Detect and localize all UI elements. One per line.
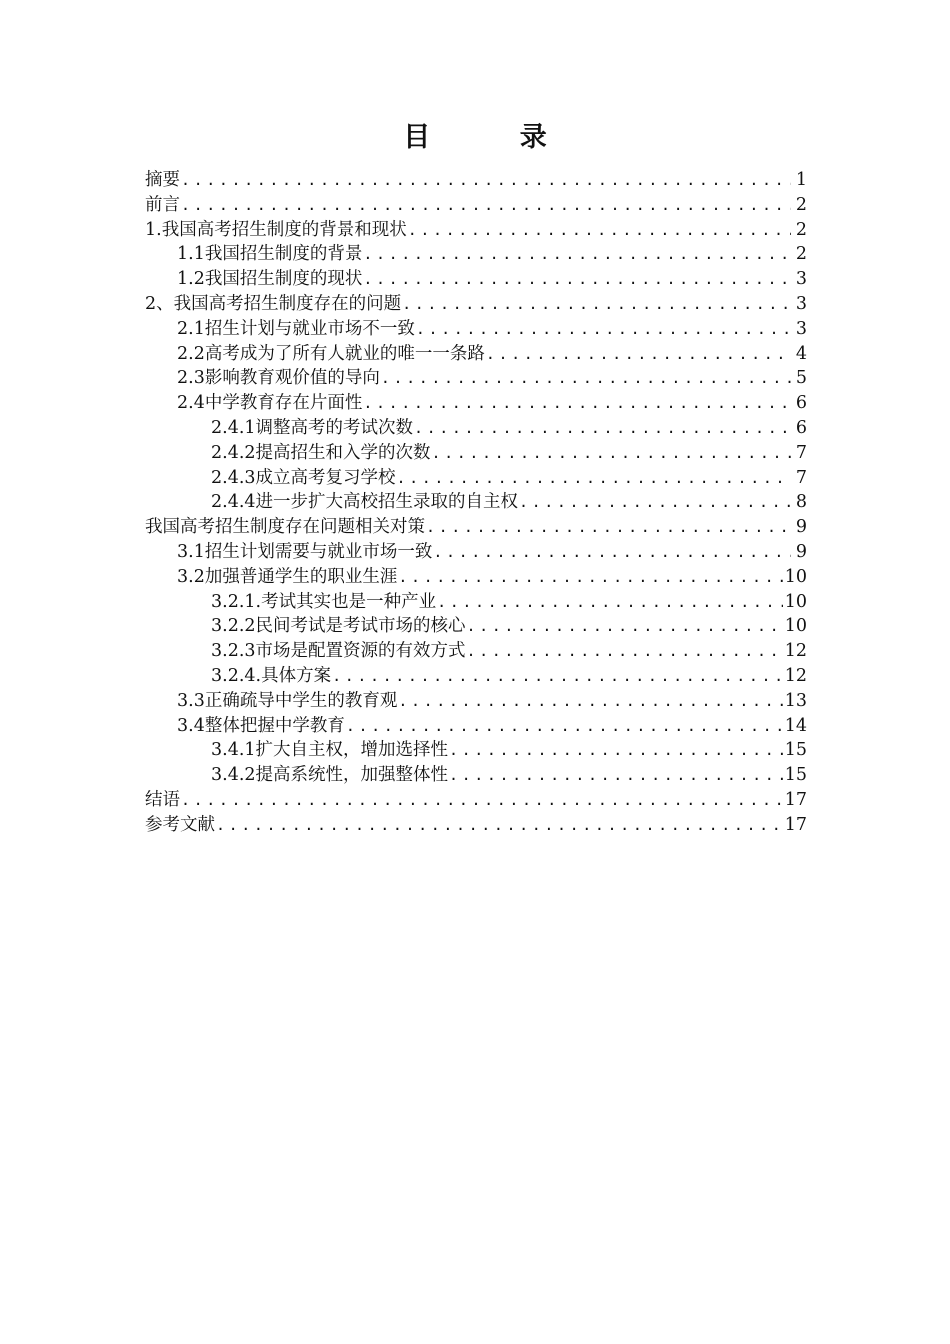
toc-entry-title: 前言 bbox=[145, 194, 180, 215]
toc-entry[interactable] bbox=[145, 689, 807, 714]
toc-entry[interactable] bbox=[145, 639, 807, 664]
toc-page-number: 6 bbox=[795, 417, 807, 438]
toc-entry[interactable] bbox=[145, 590, 807, 615]
toc-entry-title: 3.4.1扩大自主权，增加选择性 bbox=[211, 740, 449, 761]
toc-dot-leader bbox=[180, 168, 791, 193]
toc-page-number: 6 bbox=[795, 393, 807, 414]
toc-entry[interactable] bbox=[145, 242, 807, 267]
toc-entry[interactable] bbox=[145, 466, 807, 491]
toc-dot-leader bbox=[362, 391, 791, 416]
toc-entry-title: 3.4.2提高系统性，加强整体性 bbox=[211, 765, 449, 786]
toc-dot-leader bbox=[448, 738, 783, 763]
toc-entry[interactable] bbox=[145, 763, 807, 788]
toc-dot-leader bbox=[180, 193, 791, 218]
toc-entry[interactable] bbox=[145, 391, 807, 416]
toc-dot-leader bbox=[448, 763, 783, 788]
toc-entry[interactable] bbox=[145, 738, 807, 763]
toc-page-number: 7 bbox=[795, 467, 807, 488]
toc-dot-leader bbox=[215, 813, 783, 838]
toc-entry-title: 2.1招生计划与就业市场不一致 bbox=[177, 318, 415, 339]
toc-entry-title: 参考文献 bbox=[145, 814, 215, 835]
toc-entry-title: 2.4中学教育存在片面性 bbox=[177, 393, 363, 414]
toc-dot-leader bbox=[518, 490, 791, 515]
toc-entry-title: 2、我国高考招生制度存在的问题 bbox=[145, 293, 402, 314]
toc-dot-leader bbox=[466, 614, 783, 639]
toc-entry-title: 我国高考招生制度存在问题相关对策 bbox=[145, 517, 425, 538]
toc-dot-leader bbox=[396, 466, 791, 491]
toc-entry-title: 2.4.1调整高考的考试次数 bbox=[211, 417, 414, 438]
toc-dot-leader bbox=[345, 714, 783, 739]
toc-page-number: 12 bbox=[784, 641, 807, 662]
toc-entry-title: 结语 bbox=[145, 789, 180, 810]
toc-page-number: 10 bbox=[784, 616, 807, 637]
toc-page-number: 17 bbox=[784, 789, 807, 810]
page-title: 目 录 bbox=[403, 122, 587, 153]
toc-entry[interactable] bbox=[145, 490, 807, 515]
toc-page-number: 17 bbox=[784, 814, 807, 835]
toc-page-number: 7 bbox=[795, 442, 807, 463]
toc-page-number: 9 bbox=[795, 541, 807, 562]
toc-dot-leader bbox=[407, 218, 791, 243]
toc-page-number: 2 bbox=[795, 219, 807, 240]
toc-entry-title: 摘要 bbox=[145, 170, 180, 190]
toc-page-number: 8 bbox=[795, 492, 807, 513]
toc-entry-title: 3.1招生计划需要与就业市场一致 bbox=[177, 541, 433, 562]
toc-entry[interactable] bbox=[145, 664, 807, 689]
toc-entry-title: 1.2我国招生制度的现状 bbox=[177, 269, 363, 290]
toc-page-number: 4 bbox=[795, 343, 807, 364]
toc-dot-leader bbox=[466, 639, 783, 664]
toc-entry[interactable] bbox=[145, 267, 807, 292]
toc-entry-title: 3.3正确疏导中学生的教育观 bbox=[177, 690, 398, 711]
toc-dot-leader bbox=[401, 292, 791, 317]
toc-entry[interactable] bbox=[145, 813, 807, 838]
toc-dot-leader bbox=[362, 242, 791, 267]
toc-dot-leader bbox=[413, 416, 791, 441]
toc-page-number: 10 bbox=[784, 591, 807, 612]
toc-dot-leader bbox=[432, 540, 791, 565]
toc-entry[interactable] bbox=[145, 342, 807, 367]
toc-entry[interactable] bbox=[145, 366, 807, 391]
toc-entry-title: 3.2.3市场是配置资源的有效方式 bbox=[211, 641, 466, 662]
toc-entry[interactable] bbox=[145, 540, 807, 565]
toc-entry[interactable] bbox=[145, 416, 807, 441]
toc-entry-title: 2.4.3成立高考复习学校 bbox=[211, 467, 396, 488]
toc-dot-leader bbox=[331, 664, 783, 689]
toc-page-number: 9 bbox=[795, 517, 807, 538]
toc-entry-title: 3.2.1.考试其实也是一种产业 bbox=[211, 591, 437, 612]
toc-entry-title: 3.2加强普通学生的职业生涯 bbox=[177, 566, 398, 587]
toc-page-number: 15 bbox=[784, 740, 807, 761]
toc-entry[interactable] bbox=[145, 515, 807, 540]
toc-entry[interactable] bbox=[145, 614, 807, 639]
toc-page-number: 1 bbox=[795, 170, 807, 190]
toc-dot-leader bbox=[431, 441, 791, 466]
toc-page-number: 3 bbox=[795, 269, 807, 290]
toc-entry[interactable] bbox=[145, 565, 807, 590]
toc-dot-leader bbox=[415, 317, 791, 342]
toc-entry-title: 1.我国高考招生制度的背景和现状 bbox=[145, 219, 407, 240]
toc-dot-leader bbox=[380, 366, 791, 391]
toc-page-number: 12 bbox=[784, 665, 807, 686]
toc-page-number: 2 bbox=[795, 194, 807, 215]
toc-dot-leader bbox=[436, 590, 783, 615]
toc-dot-leader bbox=[362, 267, 791, 292]
toc-entry-title: 3.2.4.具体方案 bbox=[211, 665, 332, 686]
toc-entry[interactable] bbox=[145, 788, 807, 813]
toc-entry[interactable] bbox=[145, 292, 807, 317]
toc-entry-title: 3.4整体把握中学教育 bbox=[177, 715, 345, 736]
toc-entry[interactable] bbox=[145, 218, 807, 243]
toc-page-number: 5 bbox=[795, 368, 807, 389]
toc-entry-title: 2.2高考成为了所有人就业的唯一一条路 bbox=[177, 343, 485, 364]
toc-dot-leader bbox=[485, 342, 791, 367]
toc-entry-title: 2.3影响教育观价值的导向 bbox=[177, 368, 380, 389]
table-of-contents bbox=[145, 168, 807, 838]
toc-page-number: 3 bbox=[795, 293, 807, 314]
toc-entry-title: 3.2.2民间考试是考试市场的核心 bbox=[211, 616, 466, 637]
toc-entry-title: 2.4.2提高招生和入学的次数 bbox=[211, 442, 431, 463]
toc-entry[interactable] bbox=[145, 714, 807, 739]
toc-page-number: 3 bbox=[795, 318, 807, 339]
toc-page-number: 15 bbox=[784, 765, 807, 786]
toc-page-number: 14 bbox=[784, 715, 807, 736]
toc-dot-leader bbox=[397, 565, 782, 590]
toc-dot-leader bbox=[425, 515, 791, 540]
toc-entry[interactable] bbox=[145, 168, 807, 193]
toc-page-number: 13 bbox=[784, 690, 807, 711]
toc-entry[interactable] bbox=[145, 193, 807, 218]
toc-entry-title: 1.1我国招生制度的背景 bbox=[177, 244, 363, 265]
toc-dot-leader bbox=[397, 689, 782, 714]
toc-dot-leader bbox=[180, 788, 783, 813]
toc-page-number: 2 bbox=[795, 244, 807, 265]
toc-entry-title: 2.4.4进一步扩大高校招生录取的自主权 bbox=[211, 492, 519, 513]
toc-page-number: 10 bbox=[784, 566, 807, 587]
toc-entry[interactable] bbox=[145, 317, 807, 342]
toc-entry[interactable] bbox=[145, 441, 807, 466]
